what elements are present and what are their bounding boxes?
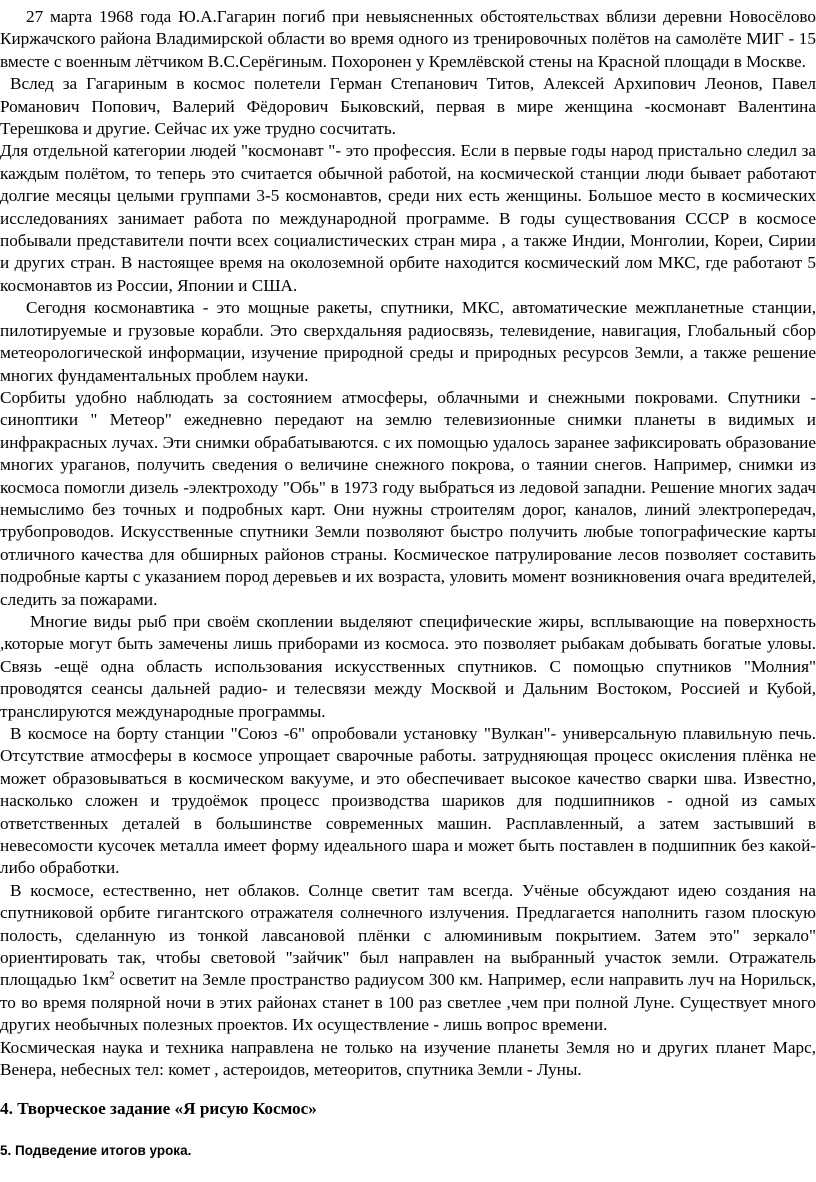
superscript-two: 2 [109, 969, 115, 982]
paragraph-satellites-observation: Сорбиты удобно наблюдать за состоянием атмосферы, облачными и снежными покровами. Спутники - синоптики " Метеор" ежедневно передают на землю телевизионные снимки планеты в видимых и инфракрасных лучах. Эти снимки обрабатываются. с их помощью удалось заранее зафиксировать образование многих ураганов, получить сведения о величине снежного покрова, о таянии снегов. Например, снимки из космоса помогли дизель -электроходу "Обь" в 1973 году выбраться из ледовой западни. Решение многих задач немыслимо без точных и подробных карт. Они нужны строителям дорог, каналов, линий электропередач, трубопроводов. Искусственные спутники Земли позволяют быстро получить любые топографические карты отличного качества для обширных районов страны. Космическое патрулирование лесов позволяет составить подробные карты с указанием пород деревьев и их возраста, уловить момент возникновения очага вредителей, следить за пожарами. [0, 387, 816, 609]
paragraph-space-reflector [0, 880, 816, 1037]
paragraph-space-welding: В космосе на борту станции "Союз -6" опробовали установку "Вулкан"- универсальную плавильную печь. Отсутствие атмосферы в космосе упрощает сварочные работы. затрудняющая процесс окисления плёнка не может образовываться в космическом вакууме, и это обеспечивает высокое качество сварки шва. Известно, насколько сложен и трудоёмок процесс производства шариков для подшипников - одной из самых ответственных деталей в большинстве современных машин. Расплавленный, а затем застывший в невесомости кусочек металла имеет форму идеального шара и может быть поставлен в подшипник без какой-либо обработки. [0, 724, 816, 878]
body-text [0, 6, 816, 1082]
paragraph-profession: Для отдельной категории людей "космонавт "- это профессия. Если в первые годы народ пристально следил за каждым полётом, то теперь это считается обычной работой, на космической станции люди бывает работают долгие месяцы целыми группами 3-5 космонавтов, среди них есть женщины. Большое место в космических исследованиях занимает работа по международной программе. В годы существования СССР в космосе побывали представители почти всех социалистических стран мира , а также Индии, Монголии, Кореи, Сирии и других стран. В настоящее время на околоземной орбите находится космический лом МКС, где работают 5 космонавтов из России, Японии и США. [0, 141, 816, 295]
paragraph-fish-and-communication: Многие виды рыб при своём скоплении выделяют специфические жиры, всплывающие на поверхность ,которые могут быть замечены лишь приборами из космоса. это позволяет рыбакам добывать богатые уловы. Связь -ещё одна область использования искусственных спутников. С помощью спутников "Молния" проводятся сеансы дальней радио- и телесвязи между Москвой и Дальним Востоком, Россией и Кубой, транслируются международные программы. [0, 611, 816, 721]
paragraph-planetary-science: Космическая наука и техника направлена не только на изучение планеты Земля но и других планет Марс, Венера, небесных тел: комет , астероидов, метеоритов, спутника Земли - Луны. [0, 1037, 816, 1080]
paragraph-gagarin-death: 27 марта 1968 года Ю.А.Гагарин погиб при невыясненных обстоятельствах вблизи деревни Новосёлово Киржачского района Владимирской области во время одного из тренировочных полётов на самолёте МИГ - 15 вместе с военным лётчиком В.С.Серёгиным. Похоронен у Кремлёвской стены на Красной площади в Москве. [0, 7, 816, 71]
heading-lesson-summary: 5. Подведение итогов урока. [0, 1143, 192, 1158]
heading-creative-task: 4. Творческое задание «Я рисую Космос» [0, 1099, 317, 1118]
reflector-text-end: осветит на Земле пространство радиусом 300 км. Например, если направить луч на Норильск, то во время полярной ночи в этих районах станет в 100 раз светлее ,чем при полной Луне. Существует много других необычных полезных проектов. Их осуществление - лишь вопрос времени. [0, 970, 816, 1035]
paragraph-cosmonauts: Вслед за Гагариным в космос полетели Герман Степанович Титов, Алексей Архипович Леонов, Павел Романович Попович, Валерий Фёдорович Быковский, первая в мире женщина -космонавт Валентина Терешкова и другие. Сейчас их уже трудно сосчитать. [0, 74, 816, 139]
paragraph-modern-cosmonautics: Сегодня космонавтика - это мощные ракеты, спутники, МКС, автоматические межпланетные станции, пилотируемые и грузовые корабли. Это сверхдальняя радиосвязь, телевидение, навигация, Глобальный сбор метеорологической информации, изучение природной среды и природных ресурсов Земли, а также решение многих фундаментальных проблем науки. [0, 298, 816, 385]
reflector-text-start: В космосе, естественно, нет облаков. Солнце светит там всегда. Учёные обсуждают идею создания на спутниковой орбите гигантского отражателя солнечного излучения. Предлагается наполнить газом плоскую полость, сделанную из тонкой лавсановой плёнки с алюминивым покрытием. Затем это" зеркало" ориентировать так, чтобы световой "зайчик" был направлен на выбранный участок земли. Отражатель площадью 1км [0, 880, 816, 990]
